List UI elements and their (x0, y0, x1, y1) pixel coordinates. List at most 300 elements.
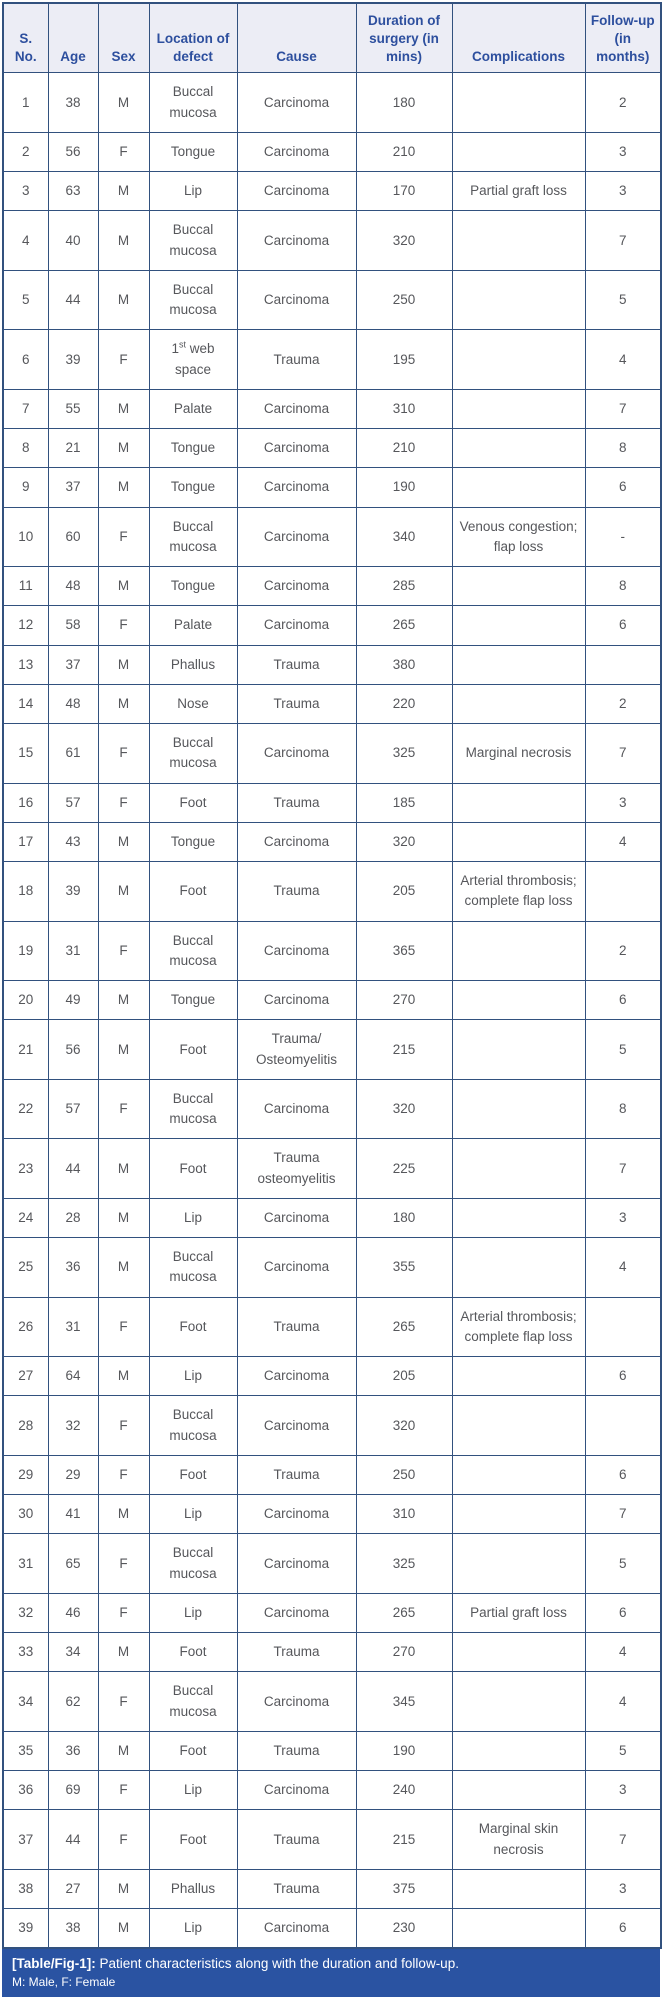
table-row (3, 1672, 661, 1732)
table-cell: 270 (356, 1633, 452, 1672)
table-cell: 250 (356, 270, 452, 330)
table-cell: M (98, 1020, 149, 1080)
table-cell: 3 (585, 1771, 661, 1810)
table-cell: 5 (585, 1020, 661, 1080)
table-cell: 22 (3, 1079, 48, 1139)
table-cell: Foot (149, 1020, 237, 1080)
table-cell: Lip (149, 1357, 237, 1396)
table-cell: Buccal mucosa (149, 1534, 237, 1594)
table-cell: 6 (585, 981, 661, 1020)
table-container (2, 0, 660, 1949)
table-cell: 39 (48, 862, 98, 922)
table-cell: 36 (3, 1771, 48, 1810)
table-cell: Foot (149, 1297, 237, 1357)
table-cell: 7 (3, 389, 48, 428)
table-cell: F (98, 783, 149, 822)
table-cell: 265 (356, 606, 452, 645)
table-cell (452, 1079, 585, 1139)
table-cell: Buccal mucosa (149, 1672, 237, 1732)
table-cell: Foot (149, 1633, 237, 1672)
table-cell: 380 (356, 645, 452, 684)
table-cell: Buccal mucosa (149, 1079, 237, 1139)
table-cell: 23 (3, 1139, 48, 1199)
table-cell: Buccal mucosa (149, 507, 237, 567)
table-cell: 44 (48, 270, 98, 330)
table-row (3, 862, 661, 922)
table-cell: 205 (356, 1357, 452, 1396)
table-cell: Tongue (149, 429, 237, 468)
table-cell: F (98, 1593, 149, 1632)
table-cell: Carcinoma (237, 567, 356, 606)
table-cell: Carcinoma (237, 389, 356, 428)
table-cell: 310 (356, 389, 452, 428)
table-cell: 240 (356, 1771, 452, 1810)
table-cell: 2 (585, 921, 661, 981)
table-cell (585, 862, 661, 922)
table-cell: 28 (3, 1396, 48, 1456)
table-cell: 6 (585, 468, 661, 507)
table-cell: Trauma (237, 1455, 356, 1494)
table-cell (452, 1771, 585, 1810)
table-header-row (3, 3, 661, 73)
table-cell: Lip (149, 1198, 237, 1237)
table-cell: Carcinoma (237, 1079, 356, 1139)
table-cell: 12 (3, 606, 48, 645)
table-row (3, 921, 661, 981)
table-cell: 36 (48, 1238, 98, 1298)
table-cell: 195 (356, 330, 452, 390)
table-cell: 9 (3, 468, 48, 507)
table-cell: 320 (356, 211, 452, 271)
table-row (3, 211, 661, 271)
table-cell: Carcinoma (237, 172, 356, 211)
table-cell: Trauma (237, 1633, 356, 1672)
table-cell: 57 (48, 1079, 98, 1139)
table-cell: 26 (3, 1297, 48, 1357)
table-cell: 48 (48, 567, 98, 606)
table-cell: 320 (356, 1079, 452, 1139)
table-row (3, 270, 661, 330)
table-cell: 6 (585, 1357, 661, 1396)
table-cell: 215 (356, 1810, 452, 1870)
table-cell: Carcinoma (237, 1357, 356, 1396)
table-cell: 35 (3, 1731, 48, 1770)
table-cell: 25 (3, 1238, 48, 1298)
table-cell: 24 (3, 1198, 48, 1237)
table-cell: 7 (585, 1495, 661, 1534)
table-cell: 29 (3, 1455, 48, 1494)
table-cell: Carcinoma (237, 1198, 356, 1237)
table-cell: 5 (585, 1731, 661, 1770)
table-cell (452, 468, 585, 507)
table-cell: Buccal mucosa (149, 270, 237, 330)
table-cell: 190 (356, 1731, 452, 1770)
table-row (3, 567, 661, 606)
table-cell: 16 (3, 783, 48, 822)
table-cell: 8 (585, 429, 661, 468)
table-cell: 37 (48, 468, 98, 507)
table-cell: 7 (585, 1139, 661, 1199)
table-cell: 340 (356, 507, 452, 567)
table-cell: 2 (3, 132, 48, 171)
table-cell (452, 429, 585, 468)
table-cell: Trauma (237, 1869, 356, 1908)
header-cell: S. No. (3, 3, 48, 73)
table-cell: M (98, 211, 149, 271)
patient-characteristics-table (2, 2, 662, 1949)
table-row (3, 1534, 661, 1594)
table-cell: 365 (356, 921, 452, 981)
table-cell: 10 (3, 507, 48, 567)
table-row (3, 172, 661, 211)
table-cell: Carcinoma (237, 822, 356, 861)
table-cell: Carcinoma (237, 1495, 356, 1534)
table-cell: Carcinoma (237, 921, 356, 981)
table-cell: 8 (3, 429, 48, 468)
table-cell: Buccal mucosa (149, 1238, 237, 1298)
table-row (3, 73, 661, 133)
table-cell (452, 270, 585, 330)
table-cell: F (98, 1079, 149, 1139)
table-cell: 185 (356, 783, 452, 822)
table-row (3, 1139, 661, 1199)
table-cell (452, 606, 585, 645)
table-cell: 310 (356, 1495, 452, 1534)
table-cell: Palate (149, 606, 237, 645)
table-cell: 215 (356, 1020, 452, 1080)
table-cell: 38 (48, 73, 98, 133)
table-cell: Tongue (149, 468, 237, 507)
table-cell: Carcinoma (237, 468, 356, 507)
table-row (3, 1198, 661, 1237)
table-cell: 55 (48, 389, 98, 428)
table-cell: 7 (585, 211, 661, 271)
table-cell: 30 (3, 1495, 48, 1534)
table-cell (452, 1534, 585, 1594)
table-cell (452, 1909, 585, 1949)
table-cell: 63 (48, 172, 98, 211)
table-cell: 14 (3, 684, 48, 723)
table-cell: F (98, 1396, 149, 1456)
table-cell: 40 (48, 211, 98, 271)
table-cell: 34 (48, 1633, 98, 1672)
table-cell (452, 822, 585, 861)
table-cell: 190 (356, 468, 452, 507)
table-cell: Buccal mucosa (149, 1396, 237, 1456)
table-cell: Lip (149, 172, 237, 211)
header-cell: Location of defect (149, 3, 237, 73)
table-cell: 8 (585, 1079, 661, 1139)
table-row (3, 1731, 661, 1770)
table-cell: Trauma (237, 1810, 356, 1870)
header-cell: Complications (452, 3, 585, 73)
table-cell (452, 1455, 585, 1494)
header-cell: Follow-up (in months) (585, 3, 661, 73)
table-cell (452, 1020, 585, 1080)
table-cell: Carcinoma (237, 1593, 356, 1632)
table-cell: 355 (356, 1238, 452, 1298)
table-cell: M (98, 389, 149, 428)
table-cell (452, 1672, 585, 1732)
table-cell: 180 (356, 73, 452, 133)
table-cell: Phallus (149, 645, 237, 684)
table-cell: M (98, 270, 149, 330)
table-cell: 375 (356, 1869, 452, 1908)
table-cell: M (98, 73, 149, 133)
table-cell: 2 (585, 684, 661, 723)
table-cell: Carcinoma (237, 1534, 356, 1594)
table-cell: Foot (149, 862, 237, 922)
table-cell: 39 (3, 1909, 48, 1949)
table-cell: Buccal mucosa (149, 724, 237, 784)
table-row (3, 1238, 661, 1298)
table-cell: Carcinoma (237, 981, 356, 1020)
table-cell: 6 (585, 606, 661, 645)
table-cell: Trauma (237, 783, 356, 822)
table-row (3, 606, 661, 645)
table-cell: 57 (48, 783, 98, 822)
table-cell: F (98, 507, 149, 567)
header-cell: Cause (237, 3, 356, 73)
table-cell (452, 1731, 585, 1770)
table-cell: Buccal mucosa (149, 73, 237, 133)
table-cell (452, 684, 585, 723)
table-row (3, 1357, 661, 1396)
table-row (3, 429, 661, 468)
table-cell (452, 330, 585, 390)
table-row (3, 1495, 661, 1534)
table-cell (452, 1869, 585, 1908)
table-cell: M (98, 567, 149, 606)
table-cell: 48 (48, 684, 98, 723)
table-cell: 7 (585, 724, 661, 784)
table-cell: 56 (48, 132, 98, 171)
table-cell: 6 (585, 1593, 661, 1632)
table-cell: F (98, 921, 149, 981)
table-cell: 180 (356, 1198, 452, 1237)
table-cell: M (98, 1869, 149, 1908)
table-cell: Palate (149, 389, 237, 428)
table-cell (452, 1495, 585, 1534)
table-cell: Carcinoma (237, 724, 356, 784)
table-cell: M (98, 1731, 149, 1770)
table-cell (452, 211, 585, 271)
table-cell: 31 (48, 921, 98, 981)
table-cell: 28 (48, 1198, 98, 1237)
table-cell: Trauma (237, 684, 356, 723)
table-cell: 3 (3, 172, 48, 211)
table-cell: Carcinoma (237, 1672, 356, 1732)
table-cell: Phallus (149, 1869, 237, 1908)
table-cell: M (98, 1139, 149, 1199)
table-cell: Trauma (237, 862, 356, 922)
table-cell: 210 (356, 429, 452, 468)
table-cell: Foot (149, 1731, 237, 1770)
table-cell: 15 (3, 724, 48, 784)
table-cell (452, 1396, 585, 1456)
table-cell: 44 (48, 1810, 98, 1870)
caption-footnote: M: Male, F: Female (12, 1974, 116, 1989)
table-cell: 4 (3, 211, 48, 271)
table-cell: F (98, 1810, 149, 1870)
table-row (3, 1455, 661, 1494)
table-cell: 62 (48, 1672, 98, 1732)
table-row (3, 1909, 661, 1949)
table-row (3, 1396, 661, 1456)
table-cell: 34 (3, 1672, 48, 1732)
table-cell (452, 567, 585, 606)
table-row (3, 1297, 661, 1357)
table-row (3, 783, 661, 822)
table-cell (585, 1297, 661, 1357)
table-cell: M (98, 1198, 149, 1237)
table-cell: F (98, 606, 149, 645)
table-cell: Carcinoma (237, 270, 356, 330)
table-cell: Carcinoma (237, 1238, 356, 1298)
table-row (3, 1771, 661, 1810)
table-cell: 56 (48, 1020, 98, 1080)
table-cell: Carcinoma (237, 211, 356, 271)
table-cell: Tongue (149, 981, 237, 1020)
table-row (3, 330, 661, 390)
table-cell: 31 (48, 1297, 98, 1357)
table-cell: M (98, 1238, 149, 1298)
table-cell: F (98, 330, 149, 390)
table-cell: 69 (48, 1771, 98, 1810)
table-cell: 29 (48, 1455, 98, 1494)
table-row (3, 1593, 661, 1632)
table-cell: 230 (356, 1909, 452, 1949)
header-cell: Duration of surgery (in mins) (356, 3, 452, 73)
table-cell: Trauma/ Osteomyelitis (237, 1020, 356, 1080)
table-cell: 3 (585, 172, 661, 211)
table-cell: 17 (3, 822, 48, 861)
table-cell: 33 (3, 1633, 48, 1672)
table-body (3, 73, 661, 1949)
table-cell: 170 (356, 172, 452, 211)
table-cell: - (585, 507, 661, 567)
table-cell: Lip (149, 1593, 237, 1632)
table-cell: 285 (356, 567, 452, 606)
table-cell: 325 (356, 724, 452, 784)
table-cell: Foot (149, 783, 237, 822)
table-cell: Tongue (149, 822, 237, 861)
table-cell: 61 (48, 724, 98, 784)
header-cell: Sex (98, 3, 149, 73)
table-row (3, 724, 661, 784)
table-row (3, 468, 661, 507)
table-row (3, 684, 661, 723)
table-cell: 4 (585, 1238, 661, 1298)
table-cell: F (98, 1534, 149, 1594)
table-cell (452, 921, 585, 981)
table-cell: 4 (585, 330, 661, 390)
table-cell: 32 (48, 1396, 98, 1456)
table-cell: Trauma (237, 1297, 356, 1357)
table-cell: Carcinoma (237, 132, 356, 171)
table-cell: Carcinoma (237, 1396, 356, 1456)
table-cell: 5 (585, 1534, 661, 1594)
table-cell (452, 1198, 585, 1237)
table-cell: 20 (3, 981, 48, 1020)
table-cell: 7 (585, 1810, 661, 1870)
table-cell: F (98, 1297, 149, 1357)
table-cell: Lip (149, 1495, 237, 1534)
table-cell: 37 (3, 1810, 48, 1870)
table-cell: 4 (585, 1672, 661, 1732)
table-cell: 39 (48, 330, 98, 390)
table-cell: Trauma (237, 330, 356, 390)
table-cell: F (98, 1455, 149, 1494)
table-cell: 210 (356, 132, 452, 171)
table-cell: Trauma (237, 645, 356, 684)
table-cell: Trauma osteomyelitis (237, 1139, 356, 1199)
table-cell: Foot (149, 1455, 237, 1494)
table-cell: M (98, 429, 149, 468)
table-cell: Trauma (237, 1731, 356, 1770)
table-cell: Buccal mucosa (149, 921, 237, 981)
table-caption (12, 1955, 650, 1973)
table-cell: F (98, 1771, 149, 1810)
table-cell: 6 (585, 1455, 661, 1494)
table-cell: F (98, 132, 149, 171)
table-row (3, 981, 661, 1020)
table-cell: Venous congestion; flap loss (452, 507, 585, 567)
table-cell: M (98, 1633, 149, 1672)
table-cell: M (98, 172, 149, 211)
table-cell: Carcinoma (237, 1909, 356, 1949)
header-cell: Age (48, 3, 98, 73)
table-cell: Tongue (149, 132, 237, 171)
table-cell: Partial graft loss (452, 172, 585, 211)
table-cell: 13 (3, 645, 48, 684)
table-cell: 21 (3, 1020, 48, 1080)
table-cell: 6 (3, 330, 48, 390)
table-cell: 32 (3, 1593, 48, 1632)
table-cell: F (98, 724, 149, 784)
table-cell (452, 73, 585, 133)
table-cell: 44 (48, 1139, 98, 1199)
table-cell: 4 (585, 822, 661, 861)
table-cell: M (98, 1357, 149, 1396)
table-cell: Tongue (149, 567, 237, 606)
table-cell: 65 (48, 1534, 98, 1594)
table-cell: 19 (3, 921, 48, 981)
table-cell: Partial graft loss (452, 1593, 585, 1632)
table-cell: 11 (3, 567, 48, 606)
table-cell: 265 (356, 1297, 452, 1357)
table-cell: Nose (149, 684, 237, 723)
table-cell (452, 783, 585, 822)
table-cell (452, 132, 585, 171)
table-cell: 64 (48, 1357, 98, 1396)
table-row (3, 1020, 661, 1080)
table-cell: Carcinoma (237, 507, 356, 567)
table-cell: Foot (149, 1139, 237, 1199)
table-caption-bar (2, 1949, 660, 1997)
caption-label: [Table/Fig-1]: (12, 1956, 96, 1972)
table-cell (452, 1238, 585, 1298)
table-row (3, 1810, 661, 1870)
table-cell: Buccal mucosa (149, 211, 237, 271)
table-cell: 3 (585, 1198, 661, 1237)
caption-text: Patient characteristics along with the duration and follow-up. (95, 1956, 459, 1972)
table-cell: 37 (48, 645, 98, 684)
table-cell: 250 (356, 1455, 452, 1494)
table-cell: 325 (356, 1534, 452, 1594)
table-cell: M (98, 862, 149, 922)
table-cell (452, 1357, 585, 1396)
